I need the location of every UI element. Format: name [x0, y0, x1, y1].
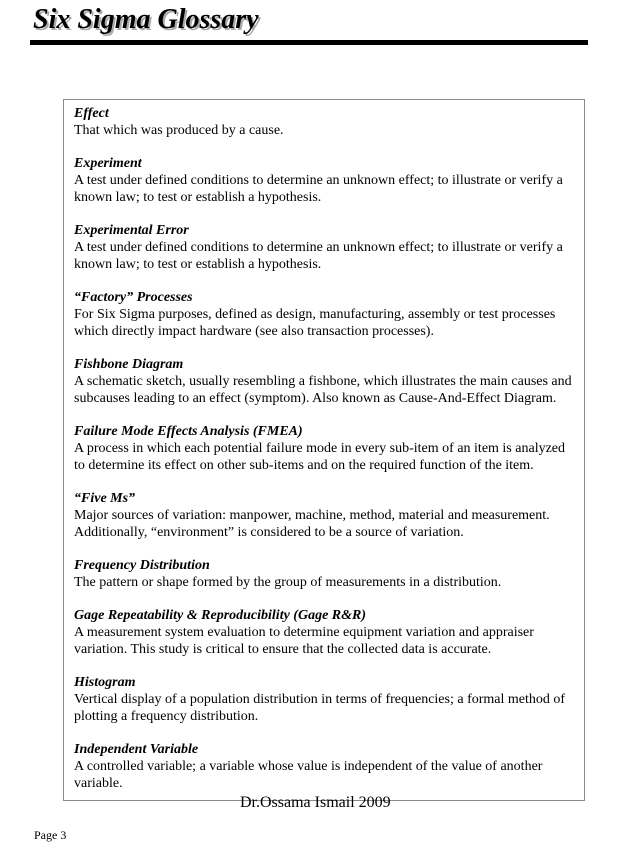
glossary-definition: A process in which each potential failure mode in every sub-item of an item is analyzed to determine its effect on other sub-items and on the required function of the item.	[74, 441, 566, 473]
glossary-term: Fishbone Diagram	[74, 357, 184, 372]
glossary-term: Frequency Distribution	[74, 558, 210, 573]
glossary-entry	[74, 289, 575, 340]
glossary-definition: The pattern or shape formed by the group of measurements in a distribution.	[74, 575, 502, 590]
glossary-definition: A measurement system evaluation to determine equipment variation and appraiser variation. This study is critical to ensure that the collected data is accurate.	[74, 625, 534, 657]
glossary-entry	[74, 741, 575, 792]
glossary-definition: A schematic sketch, usually resembling a fishbone, which illustrates the main causes and subcauses leading to an effect (symptom). Also known as Cause-And-Effect Diagram.	[74, 374, 572, 406]
glossary-definition: For Six Sigma purposes, defined as design, manufacturing, assembly or test processes which directly impact hardware (see also transaction processes).	[74, 307, 556, 339]
page-title: Six Sigma Glossary	[33, 4, 259, 35]
glossary-term: Effect	[74, 106, 109, 121]
glossary-term: Failure Mode Effects Analysis (FMEA)	[74, 424, 303, 439]
glossary-entry	[74, 557, 575, 591]
glossary-entry	[74, 423, 575, 474]
glossary-term: Gage Repeatability & Reproducibility (Gage R&R)	[74, 608, 367, 623]
glossary-term: “Factory” Processes	[74, 290, 193, 305]
glossary-entry	[74, 222, 575, 273]
glossary-definition: That which was produced by a cause.	[74, 123, 284, 138]
title-divider	[30, 40, 588, 45]
glossary-term: “Five Ms”	[74, 491, 136, 506]
footer-author: Dr.Ossama Ismail 2009	[240, 794, 391, 811]
glossary-term: Experimental Error	[74, 223, 189, 238]
glossary-term: Histogram	[74, 675, 136, 690]
glossary-definition: Major sources of variation: manpower, machine, method, material and measurement. Additionally, “environment” is considered to be a source of variation.	[74, 508, 550, 540]
glossary-definition: A test under defined conditions to determine an unknown effect; to illustrate or verify a known law; to test or establish a hypothesis.	[74, 240, 563, 272]
glossary-entry	[74, 490, 575, 541]
glossary-box	[63, 99, 585, 801]
glossary-term: Experiment	[74, 156, 142, 171]
glossary-entry	[74, 105, 575, 139]
glossary-entry	[74, 356, 575, 407]
glossary-term: Independent Variable	[74, 742, 199, 757]
glossary-entry	[74, 607, 575, 658]
page-number: Page 3	[34, 828, 67, 842]
glossary-entry	[74, 674, 575, 725]
glossary-definition: A test under defined conditions to determine an unknown effect; to illustrate or verify a known law; to test or establish a hypothesis.	[74, 173, 563, 205]
glossary-entry	[74, 155, 575, 206]
glossary-definition: Vertical display of a population distribution in terms of frequencies; a formal method of plotting a frequency distribution.	[74, 692, 566, 724]
glossary-definition: A controlled variable; a variable whose value is independent of the value of another variable.	[74, 759, 543, 791]
